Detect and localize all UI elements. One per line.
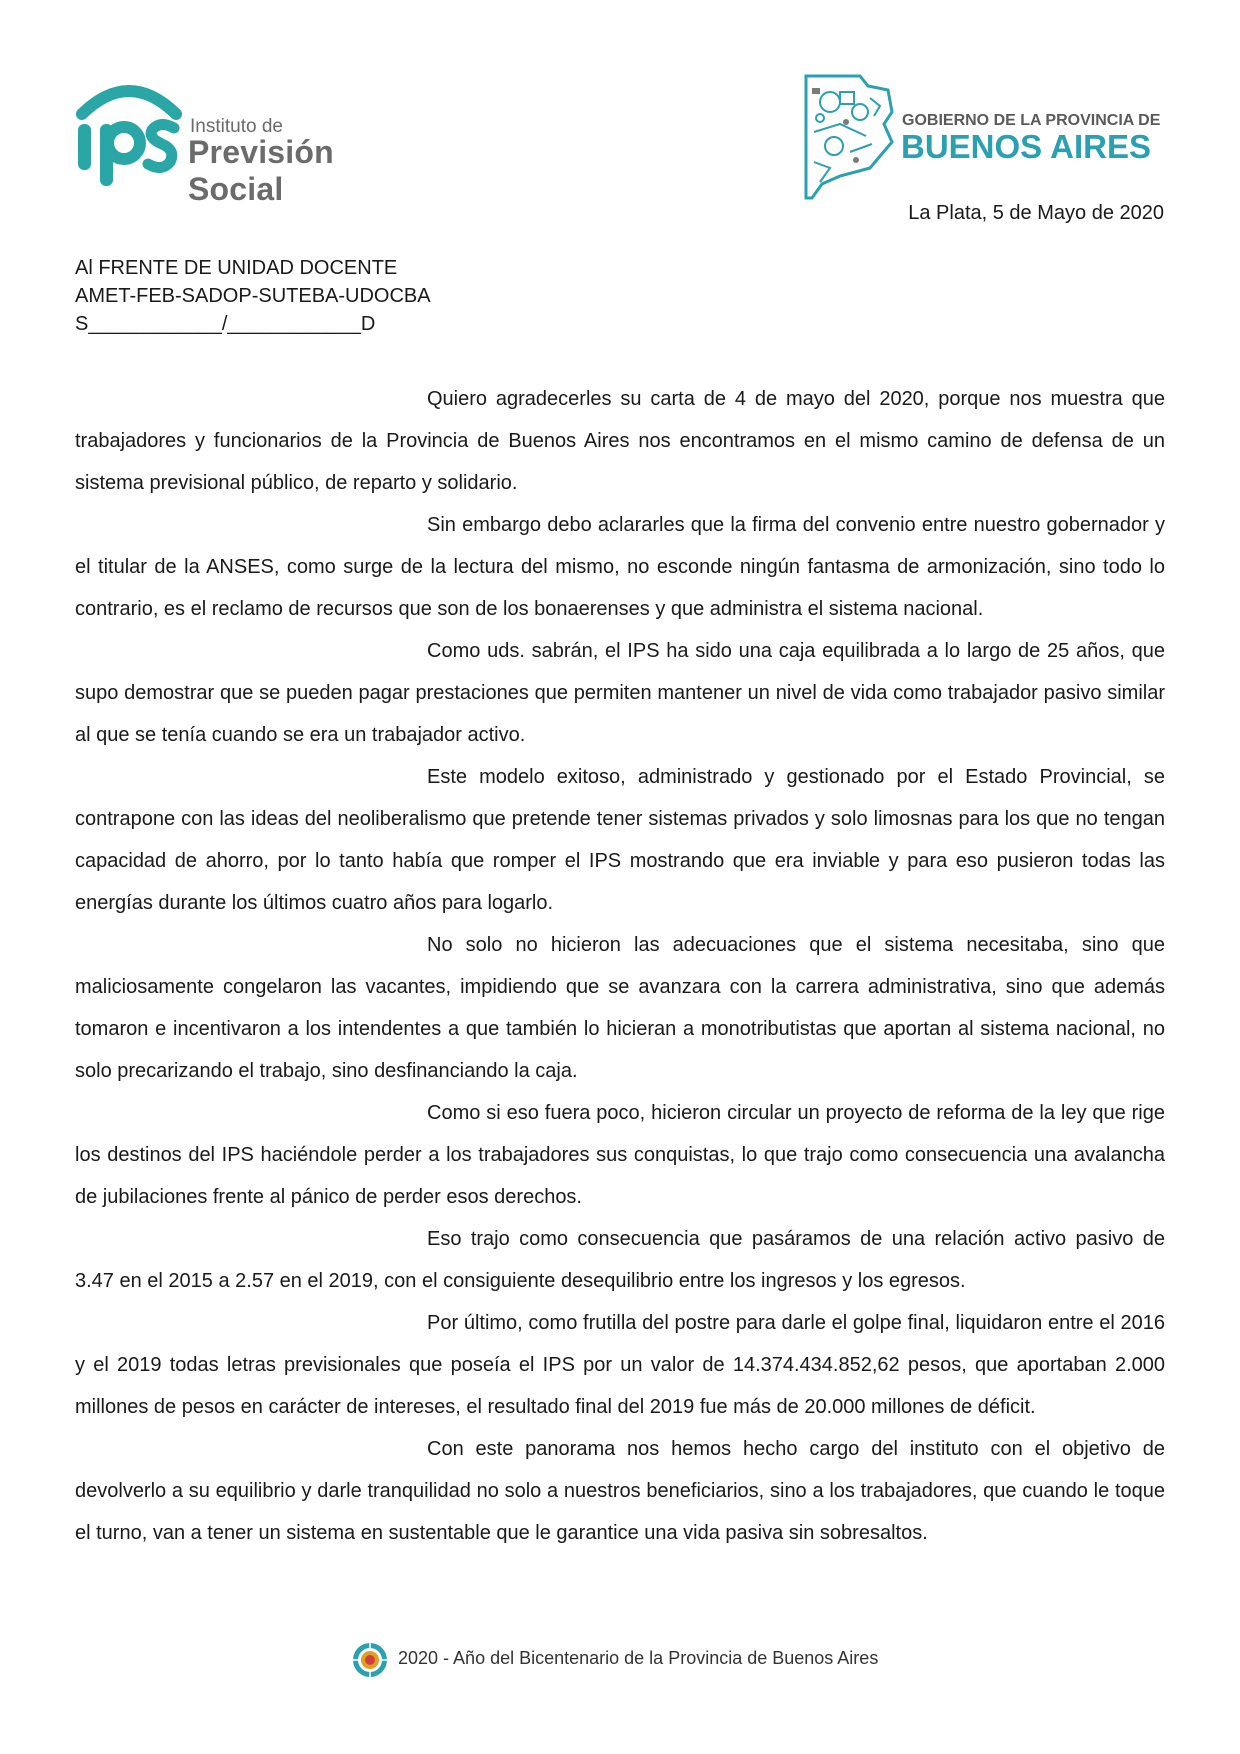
letter-body: [75, 378, 1165, 1554]
gba-logo-big-text: BUENOS AIRES: [901, 128, 1151, 165]
sun-rosette-icon: [352, 1642, 388, 1678]
addressee-line: Al FRENTE DE UNIDAD DOCENTE: [75, 257, 398, 279]
body-paragraph: Este modelo exitoso, administrado y gestionado por el Estado Provincial, se contrapone con las ideas del neoliberalismo que pretende tener sistemas privados y solo limosnas para los que no tengan capacidad de ahorro, por lo tanto había que romper el IPS mostrando que era inviable y para eso pusieron todas las energías durante los últimos cuatro años para logarlo.: [75, 766, 1165, 914]
letter-date: La Plata, 5 de Mayo de 2020: [908, 202, 1164, 224]
body-paragraph: Sin embargo debo aclararles que la firma del convenio entre nuestro gobernador y el titular de la ANSES, como surge de la lectura del mismo, no esconde ningún fantasma de armonización, sino todo lo contrario, es el reclamo de recursos que son de los bonaerenses y que administra el sistema nacional.: [75, 514, 1165, 620]
body-paragraph: Por último, como frutilla del postre para darle el golpe final, liquidaron entre el 2016 y el 2019 todas letras previsionales que poseía el IPS por un valor de 14.374.434.852,62 pesos, que aportaban 2.000 millones de pesos en carácter de intereses, el resultado final del 2019 fue más de 20.000 millones de déficit.: [75, 1312, 1165, 1418]
body-paragraph: Quiero agradecerles su carta de 4 de mayo del 2020, porque nos muestra que trabajadores y funcionarios de la Provincia de Buenos Aires nos encontramos en el mismo camino de defensa de un sistema previsional público, de reparto y solidario.: [75, 388, 1165, 494]
footer: [352, 1640, 912, 1680]
addressee-line: AMET-FEB-SADOP-SUTEBA-UDOCBA: [75, 285, 431, 307]
gba-logo-small-text: GOBIERNO DE LA PROVINCIA DE: [902, 112, 1161, 129]
body-paragraph: Como uds. sabrán, el IPS ha sido una caja equilibrada a lo largo de 25 años, que supo demostrar que se pueden pagar prestaciones que permiten mantener un nivel de vida como trabajador pasivo similar al que se tenía cuando se era un trabajador activo.: [75, 640, 1165, 746]
addressee-line: S____________/____________D: [75, 313, 376, 335]
footer-text: 2020 - Año del Bicentenario de la Provincia de Buenos Aires: [398, 1648, 879, 1668]
body-paragraph: Con este panorama nos hemos hecho cargo del instituto con el objetivo de devolverlo a su equilibrio y darle tranquilidad no solo a nuestros beneficiarios, sino a los trabajadores, que cuando le toque el turno, van a tener un sistema en sustentable que le garantice una vida pasiva sin sobresaltos.: [75, 1438, 1165, 1544]
ips-logo: [74, 76, 434, 207]
province-map-icon: [800, 72, 896, 202]
body-paragraph: Como si eso fuera poco, hicieron circular un proyecto de reforma de la ley que rige los destinos del IPS haciéndole perder a los trabajadores sus conquistas, lo que trajo como consecuencia una avalancha de jubilaciones frente al pánico de perder esos derechos.: [75, 1102, 1165, 1208]
ips-mark-icon: [74, 76, 184, 186]
body-paragraph: No solo no hicieron las adecuaciones que el sistema necesitaba, sino que maliciosamente congelaron las vacantes, impidiendo que se avanzara con la carrera administrativa, sino que además tomaron e incentivaron a los intendentes a que también lo hicieran a monotributistas que aportan al sistema nacional, no solo precarizando el trabajo, sino desfinanciando la caja.: [75, 934, 1165, 1082]
ips-logo-big-text: Previsión Social: [188, 134, 334, 207]
ips-logo-small-text: Instituto de: [190, 116, 283, 137]
gba-logo: [800, 72, 1180, 202]
addressee-block: [75, 254, 431, 338]
body-paragraph: Eso trajo como consecuencia que pasáramos de una relación activo pasivo de 3.47 en el 2015 a 2.57 en el 2019, con el consiguiente desequilibrio entre los ingresos y los egresos.: [75, 1228, 1165, 1292]
